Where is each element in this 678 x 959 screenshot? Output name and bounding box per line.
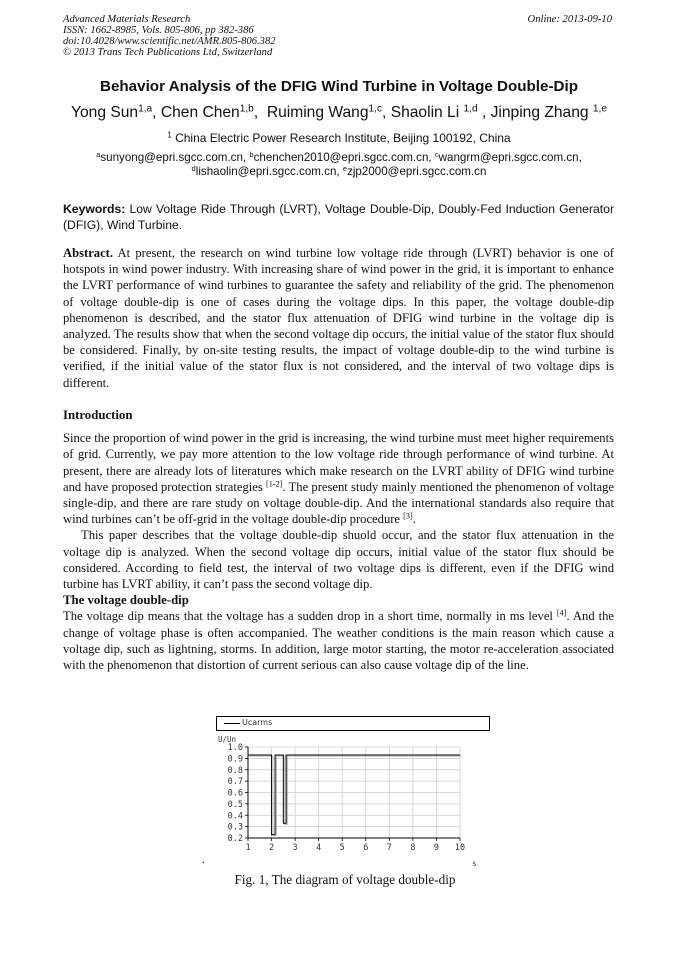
affiliation	[0, 131, 678, 145]
voltage-chart	[200, 730, 500, 870]
y-tick-label: 0.7	[227, 777, 243, 788]
author-sup: 1,c	[368, 103, 383, 115]
email-sup: c	[434, 149, 439, 159]
email-link[interactable]: zjp2000@epri.sgcc.com.cn	[347, 165, 487, 178]
text: .	[412, 512, 416, 527]
section-heading: The voltage double-dip	[63, 593, 189, 608]
y-tick-label: 1.0	[227, 743, 243, 753]
y-tick-label: 0.4	[227, 811, 243, 822]
y-axis-label: U/Un	[218, 735, 237, 744]
legend-line-swatch	[224, 723, 240, 724]
author-list: Yong Sun$^{1,a}$, Chen Chen$^{1,b}$, Ruiming Wang$^{1,c}$, Shaolin Li $^{1,d}$ , Jinping Zhang $^{1,e}$	[71, 103, 607, 121]
online-date: Online: 2013-09-10	[527, 14, 612, 25]
email-list: $^a$sunyong@epri.sgcc.com.cn, $^b$chenchen2010@epri.sgcc.com.cn, $^c$wangrm@epri.sgcc.com.cn, $^d$lishaolin@epri.sgcc.com.cn, $^e$zjp2000@epri.sgcc.com.cn	[96, 149, 582, 178]
text: The voltage dip means that the voltage has a sudden drop in a short time, normally in ms level	[63, 609, 557, 624]
series-line-ucarms	[248, 755, 460, 835]
citation: [1-2]	[266, 479, 283, 489]
introduction-section	[63, 407, 614, 673]
stray-dot: .	[202, 854, 205, 866]
figure-caption: Fig. 1, The diagram of voltage double-dip	[234, 872, 456, 887]
y-tick-label: 0.5	[227, 799, 243, 810]
email-link[interactable]: chenchen2010@epri.sgcc.com.cn	[253, 151, 429, 164]
email-sup: e	[342, 163, 348, 173]
author: Chen Chen	[160, 104, 240, 121]
y-tick-label: 0.2	[227, 834, 243, 844]
author: Shaolin Li	[390, 104, 464, 121]
issn: ISSN: 1662-8985, Vols. 805-806, pp 382-386	[63, 25, 254, 36]
author-sup: 1,b	[239, 103, 254, 115]
email-sup: b	[249, 149, 254, 159]
copyright: © 2013 Trans Tech Publications Ltd, Switzerland	[63, 47, 273, 58]
author-sup: 1,e	[592, 103, 607, 115]
series-shadow-line	[249, 756, 461, 836]
text: Since the proportion of wind power in the grid is increasing, the wind turbine must meet higher requirements of grid. Currently, we pay more attention to the low voltage ride through performance of wind turbine. At present, there are already lots of literatures which make research on the LVRT ability of DFIG wind turbine and have proposed protection strategies	[63, 431, 614, 494]
aff-text: China Electric Power Research Institute, Beijing 100192, China	[171, 131, 511, 145]
introduction-heading: Introduction	[63, 408, 133, 422]
y-tick-label: 0.3	[227, 822, 243, 833]
abstract-label: Abstract.	[63, 246, 114, 260]
email-link[interactable]: sunyong@epri.sgcc.com.cn	[100, 151, 243, 164]
text: . The present study mainly mentioned the phenomenon of voltage single-dip, and there are rare study on voltage double-dip. And the international standards also require that wind turbines can’t be off-grid in the voltage double-dip procedure	[63, 479, 614, 527]
author: Jinping Zhang	[490, 104, 593, 121]
citation: [3]	[403, 511, 413, 521]
x-tick-label: 9	[433, 843, 440, 853]
keywords-label: Keywords:	[63, 202, 126, 216]
text: . And the change of voltage phase is often accompanied. The weather conditions is the main reason which cause a voltage dip, such as lightning, storms. In addition, large motor starting, the motor re-acceleration associated with the phenomenon that distortion of current serious can also cause voltage dip of the line.	[63, 609, 614, 673]
citation: [4]	[556, 608, 567, 618]
author-sup: 1,a	[138, 103, 153, 115]
x-tick-label: 3	[292, 843, 298, 853]
abstract-text: At present, the research on wind turbine low voltage ride through (LVRT) behavior is one of hotspots in wind power industry. With increasing share of wind power in the grid, it is important to enhance the LVRT performance of wind turbines to guarantee the safety and reliability of the grid. The phenomenon of voltage double-dip is one of cases during the voltage dips. In this paper, the voltage double-dip phenomenon is described, and the stator flux attenuation of DFIG wind turbine in the voltage dip is analyzed. The results show that when the second voltage dip occurs, the initial value of the stator flux should be considered. Finally, by on-site testing results, the impact of voltage double-dip to the wind turbine is verified, if the initial value of the stator flux is not considered, and the interval of two voltage dips is different.	[63, 246, 614, 390]
abstract	[63, 245, 614, 391]
y-tick-label: 0.6	[227, 788, 243, 799]
section-paragraph	[63, 608, 614, 673]
y-tick-label: 0.8	[227, 765, 243, 776]
x-tick-label: 10	[454, 843, 466, 853]
email-sup: d	[191, 163, 196, 173]
author-sup: 1,d	[463, 103, 478, 115]
journal-name: Advanced Materials Research	[63, 14, 191, 25]
x-tick-label: 4	[316, 843, 322, 853]
x-tick-label: 8	[410, 843, 416, 853]
author: Ruiming Wang	[266, 104, 369, 121]
chart-legend	[216, 716, 490, 731]
paper-title: Behavior Analysis of the DFIG Wind Turbine in Voltage Double-Dip	[99, 78, 578, 95]
x-tick-label: 5	[339, 843, 345, 853]
y-tick-label: 0.9	[227, 754, 243, 765]
x-axis-label: s	[472, 859, 477, 868]
x-tick-label: 2	[268, 843, 275, 853]
intro-paragraph-1	[63, 430, 614, 527]
email-link[interactable]: lishaolin@epri.sgcc.com.cn	[195, 165, 337, 178]
keywords	[63, 202, 614, 233]
doi: doi:10.4028/www.scientific.net/AMR.805-806.382	[63, 36, 276, 47]
keywords-text: Low Voltage Ride Through (LVRT), Voltage Double-Dip, Doubly-Fed Induction Generator (DFIG), Wind Turbine.	[63, 202, 614, 232]
x-tick-label: 1	[245, 843, 251, 853]
intro-paragraph-2: This paper describes that the voltage double-dip shuold occur, and the stator flux attenuation in the voltage dip is analyzed. When the second voltage dip occurs, initial value of the stator flux should be considered. According to field test, the interval of two voltage dips is different, even if the DFIG wind turbine has LVRT ability, it can’t pass the second voltage dip.	[63, 528, 614, 592]
email-link[interactable]: wangrm@epri.sgcc.com.cn	[438, 151, 579, 164]
x-tick-label: 7	[386, 843, 392, 853]
journal-header	[63, 14, 276, 58]
legend-label: Ucarms	[242, 718, 273, 727]
email-sup: a	[96, 149, 101, 159]
aff-sup: 1	[167, 130, 172, 140]
author: Yong Sun	[71, 104, 139, 121]
x-tick-label: 6	[363, 843, 369, 853]
